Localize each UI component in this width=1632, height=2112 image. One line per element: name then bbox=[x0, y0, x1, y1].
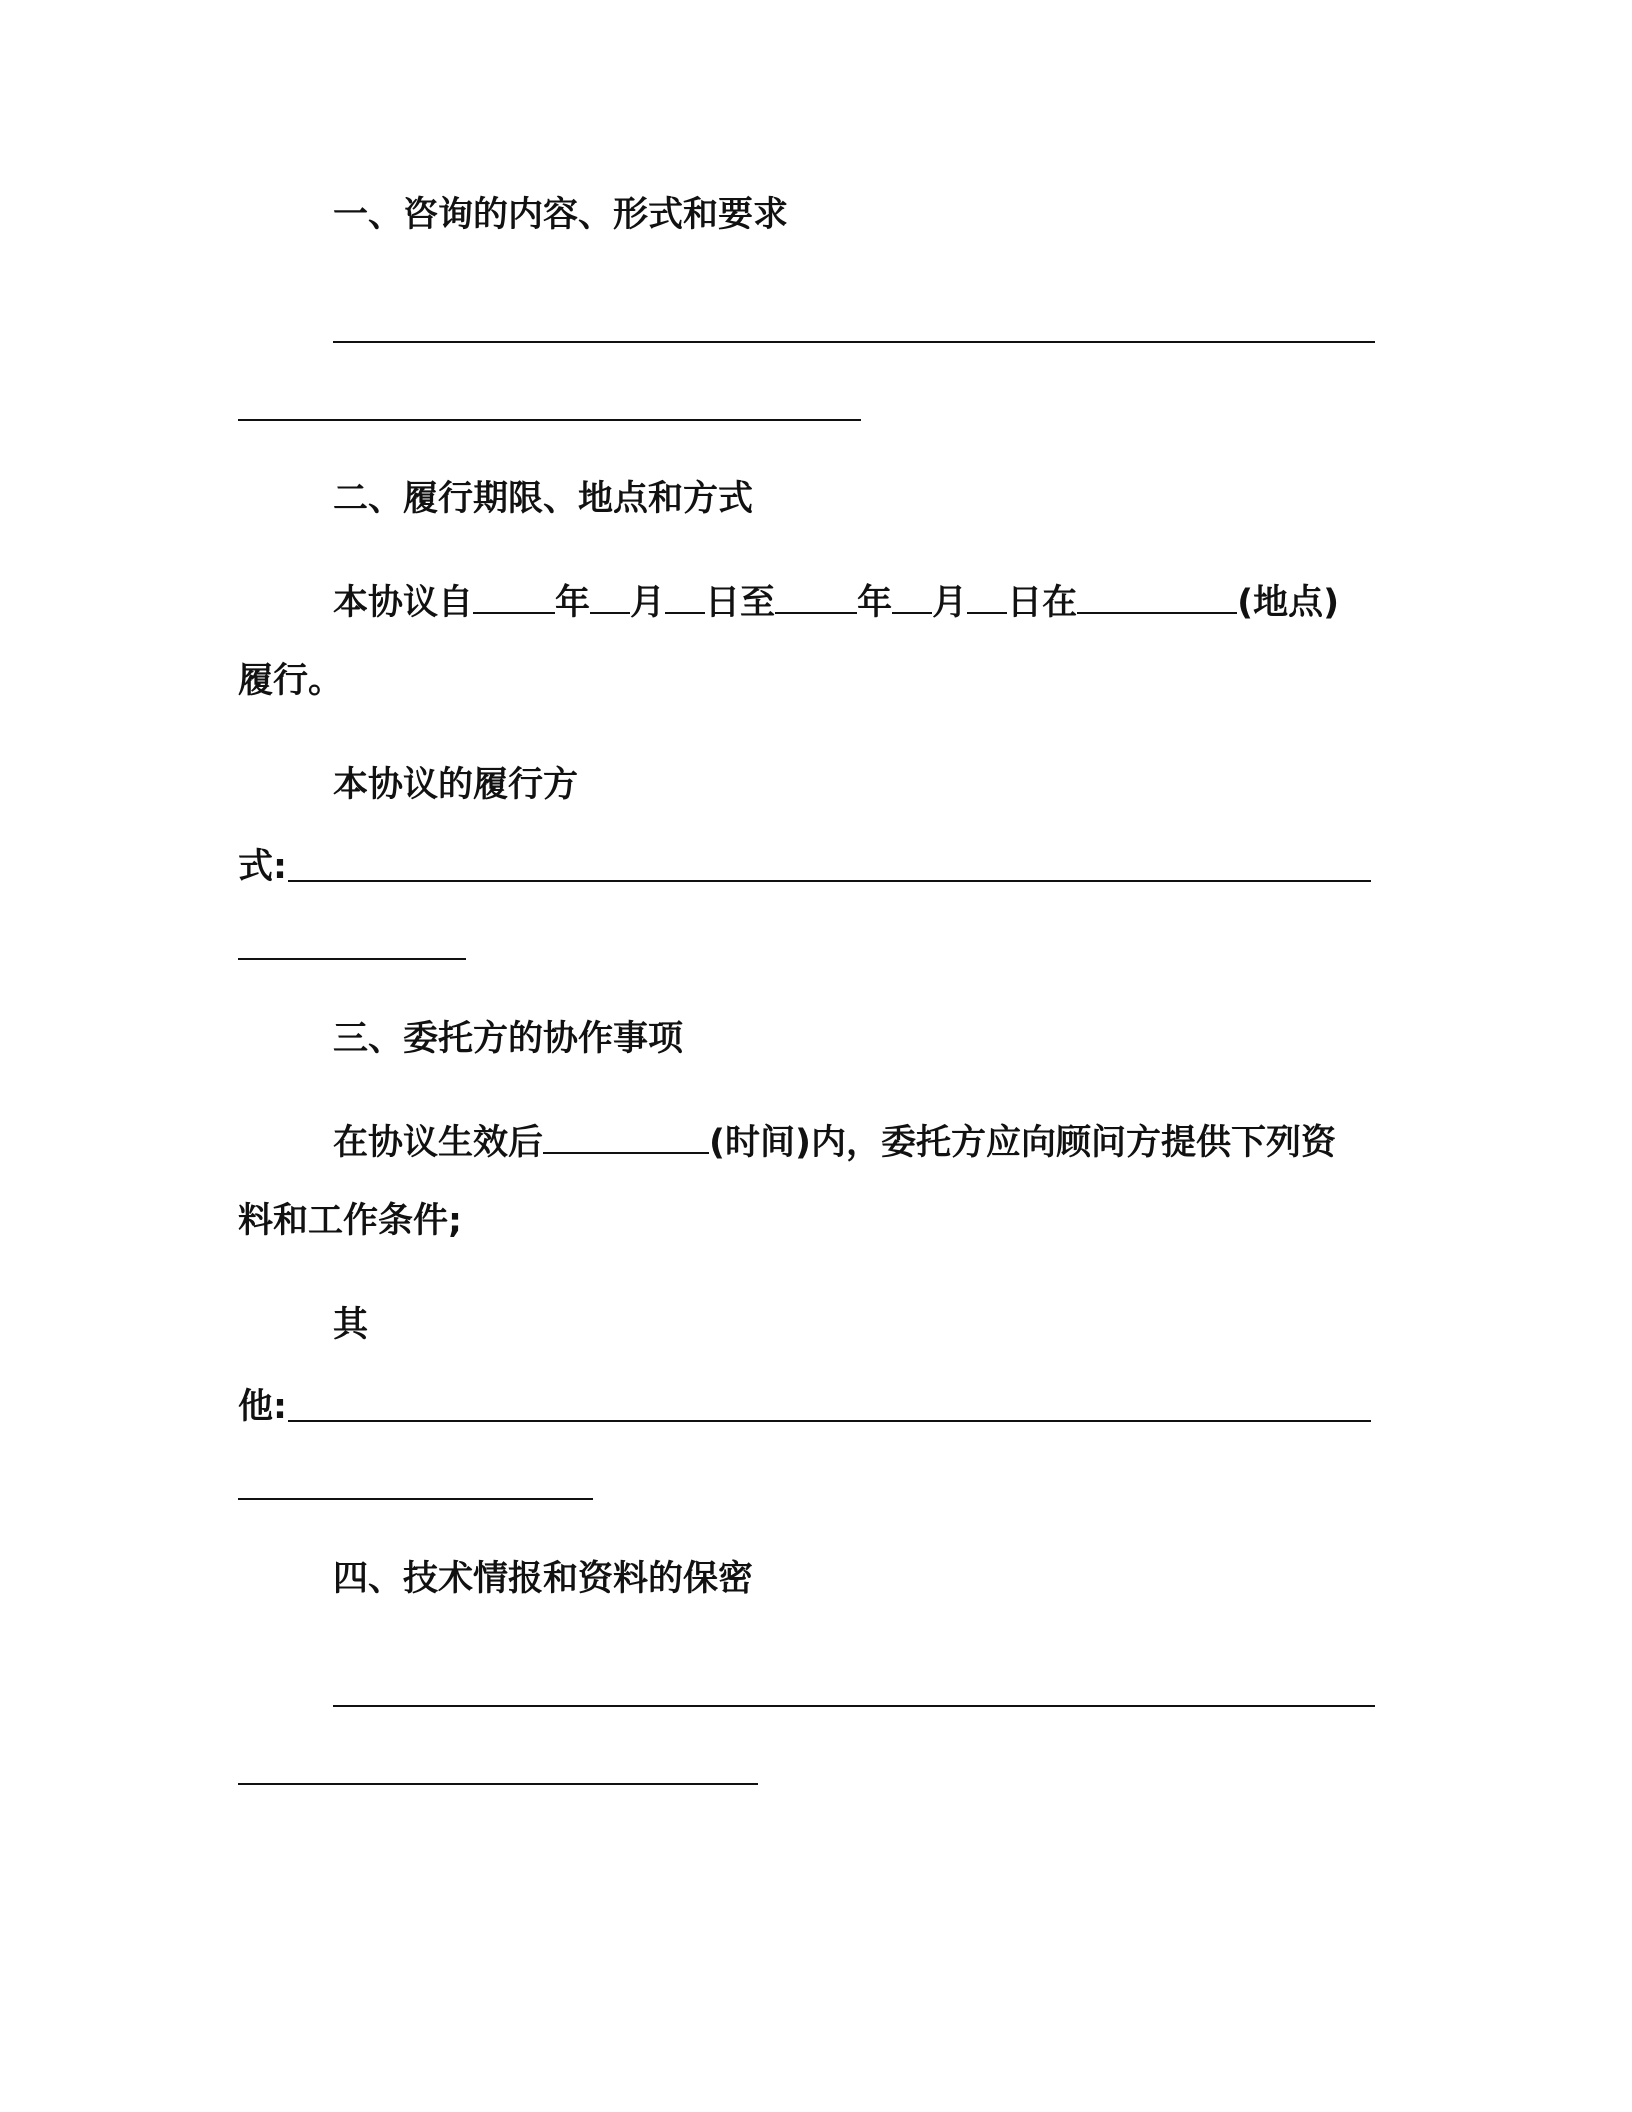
provide-prefix: 在协议生效后 bbox=[333, 1123, 544, 1163]
manner-label-b: 式: bbox=[238, 847, 287, 887]
provide-materials-end: 料和工作条件; bbox=[238, 1201, 462, 1241]
start-month-blank[interactable] bbox=[590, 582, 630, 614]
other-label-b: 他: bbox=[238, 1387, 287, 1427]
time-blank[interactable] bbox=[543, 1122, 709, 1154]
start-day-blank[interactable] bbox=[665, 582, 705, 614]
end-month-blank[interactable] bbox=[892, 582, 932, 614]
period-prefix: 本协议自 bbox=[333, 583, 474, 623]
performance-period-line bbox=[333, 581, 1339, 625]
section-4-heading: 四、技术情报和资料的保密 bbox=[333, 1559, 754, 1599]
section-3-heading: 三、委托方的协作事项 bbox=[333, 1019, 684, 1059]
day-to-label: 日至 bbox=[705, 583, 776, 623]
month-label-1: 月 bbox=[630, 583, 666, 623]
provide-materials-line bbox=[333, 1121, 1336, 1165]
other-fill-line-2[interactable] bbox=[238, 1498, 593, 1500]
manner-fill-line-1[interactable] bbox=[288, 880, 1371, 882]
start-year-blank[interactable] bbox=[473, 582, 555, 614]
provide-suffix: (时间)内，委托方应向顾问方提供下列资 bbox=[709, 1123, 1337, 1163]
section-2-heading: 二、履行期限、地点和方式 bbox=[333, 479, 754, 519]
manner-fill-line-2[interactable] bbox=[238, 958, 466, 960]
place-blank[interactable] bbox=[1077, 582, 1237, 614]
end-year-blank[interactable] bbox=[775, 582, 857, 614]
place-label: (地点) bbox=[1237, 583, 1340, 623]
year-label-1: 年 bbox=[555, 583, 591, 623]
year-label-2: 年 bbox=[857, 583, 893, 623]
section-4-fill-line-1[interactable] bbox=[333, 1705, 1375, 1707]
section-4-fill-line-2[interactable] bbox=[238, 1783, 758, 1785]
end-day-blank[interactable] bbox=[967, 582, 1007, 614]
performance-period-end: 履行。 bbox=[238, 661, 344, 701]
other-label-a: 其 bbox=[333, 1305, 369, 1345]
month-label-2: 月 bbox=[932, 583, 968, 623]
manner-label-a: 本协议的履行方 bbox=[333, 765, 579, 805]
section-1-heading: 一、咨询的内容、形式和要求 bbox=[333, 195, 789, 235]
section-1-fill-line-1[interactable] bbox=[333, 341, 1375, 343]
other-fill-line-1[interactable] bbox=[288, 1420, 1371, 1422]
section-1-fill-line-2[interactable] bbox=[238, 419, 861, 421]
day-at-label: 日在 bbox=[1007, 583, 1078, 623]
